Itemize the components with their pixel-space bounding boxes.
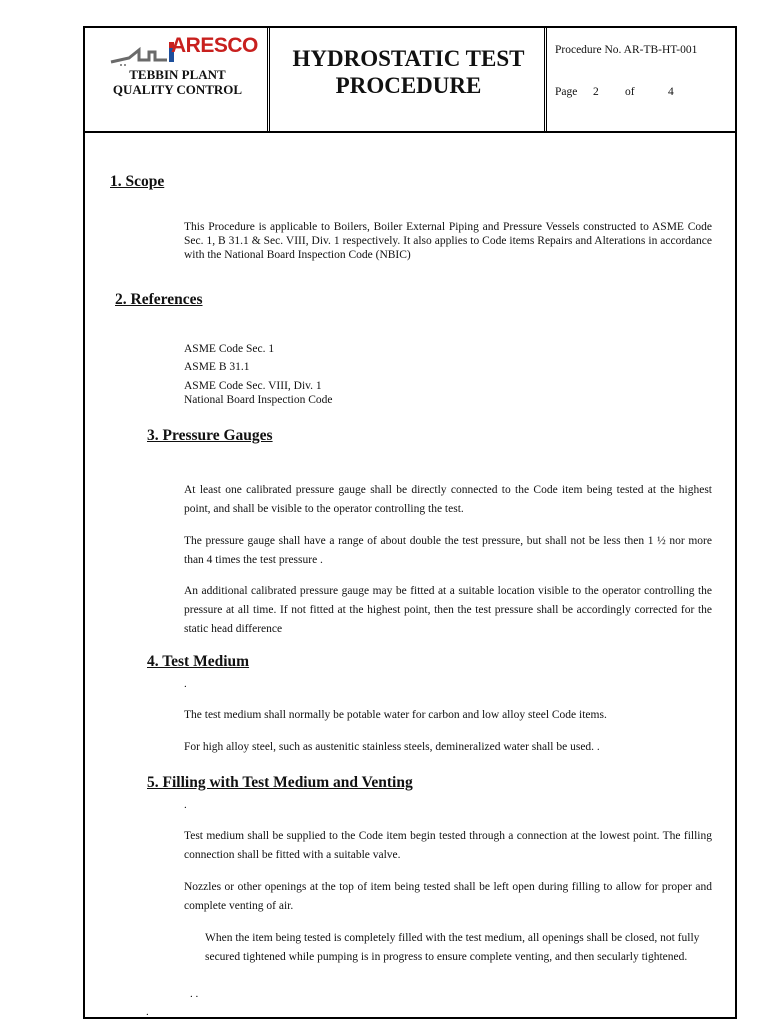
page-of: of xyxy=(625,86,635,98)
title-cell xyxy=(270,28,547,131)
scope-text: This Procedure is applicable to Boilers, Boiler External Piping and Pressure Vessels constructed to ASME Code Sec. 1, B 31.1 & Sec. VIII, Div. 1 respectively. It also applies to Code items Repairs and Alterations in accordance with the National Board Inspection Code (NBIC) xyxy=(184,221,712,261)
title-line-1: HYDROSTATIC TEST xyxy=(292,46,525,71)
department-name: QUALITY CONTROL xyxy=(112,82,243,97)
filling-paragraph-2: Nozzles or other openings at the top of item being tested shall be left open during filling to allow for proper and complete venting of air. xyxy=(184,881,712,912)
section-heading-scope: 1. Scope xyxy=(110,173,165,190)
reference-item: National Board Inspection Code xyxy=(184,394,333,406)
page-current: 2 xyxy=(593,86,599,98)
gauges-paragraph-2: The pressure gauge shall have a range of about double the test pressure, but shall not be less then 1 ½ nor more than 4 times the test pressure . xyxy=(184,535,712,566)
section-heading-pressure-gauges: 3. Pressure Gauges xyxy=(147,427,273,444)
stray-dot: . xyxy=(146,1006,149,1018)
document-header xyxy=(85,28,735,133)
page-indicator xyxy=(555,86,674,98)
medium-paragraph-2: For high alloy steel, such as austenitic stainless steels, demineralized water shall be used. . xyxy=(184,741,600,753)
logo-text: ARESCO xyxy=(171,34,258,57)
stray-dot: . xyxy=(184,799,187,811)
page-frame xyxy=(83,26,737,1019)
procedure-cell xyxy=(547,28,735,131)
stray-dot: . xyxy=(184,678,187,690)
medium-paragraph-1: The test medium shall normally be potable water for carbon and low alloy steel Code items. xyxy=(184,709,607,721)
title-line-2: PROCEDURE xyxy=(335,73,482,98)
plant-name: TEBBIN PLANT xyxy=(129,67,226,82)
reference-item: ASME Code Sec. 1 xyxy=(184,343,275,355)
stray-dots: . . xyxy=(190,988,199,1000)
filling-paragraph-1: Test medium shall be supplied to the Code item begin tested through a connection at the lowest point. The filling connection shall be fitted with a suitable valve. xyxy=(184,830,712,861)
gauges-paragraph-1: At least one calibrated pressure gauge shall be directly connected to the Code item being tested at the highest point, and shall be visible to the operator controlling the test. xyxy=(184,484,712,515)
reference-item: ASME Code Sec. VIII, Div. 1 xyxy=(184,380,322,392)
filling-paragraph-3: When the item being tested is completely filled with the test medium, all openings shall be closed, not fully secured tightened while pumping is in progress to ensure complete venting, and then secularly tightened. xyxy=(205,932,700,963)
section-heading-references: 2. References xyxy=(115,291,203,308)
section-heading-filling-venting: 5. Filling with Test Medium and Venting xyxy=(147,774,413,791)
procedure-number: Procedure No. AR-TB-HT-001 xyxy=(555,44,698,56)
section-heading-test-medium: 4. Test Medium xyxy=(147,653,250,670)
logo-cell xyxy=(85,28,270,131)
gauges-paragraph-3: An additional calibrated pressure gauge may be fitted at a suitable location visible to the operator controlling the pressure at all time. If not fitted at the highest point, then the test pressure shall be accordingly corrected for the static head difference xyxy=(184,585,712,635)
page-label: Page xyxy=(555,86,578,98)
document-title xyxy=(270,45,547,99)
reference-item: ASME B 31.1 xyxy=(184,361,250,373)
page-total: 4 xyxy=(668,86,674,98)
